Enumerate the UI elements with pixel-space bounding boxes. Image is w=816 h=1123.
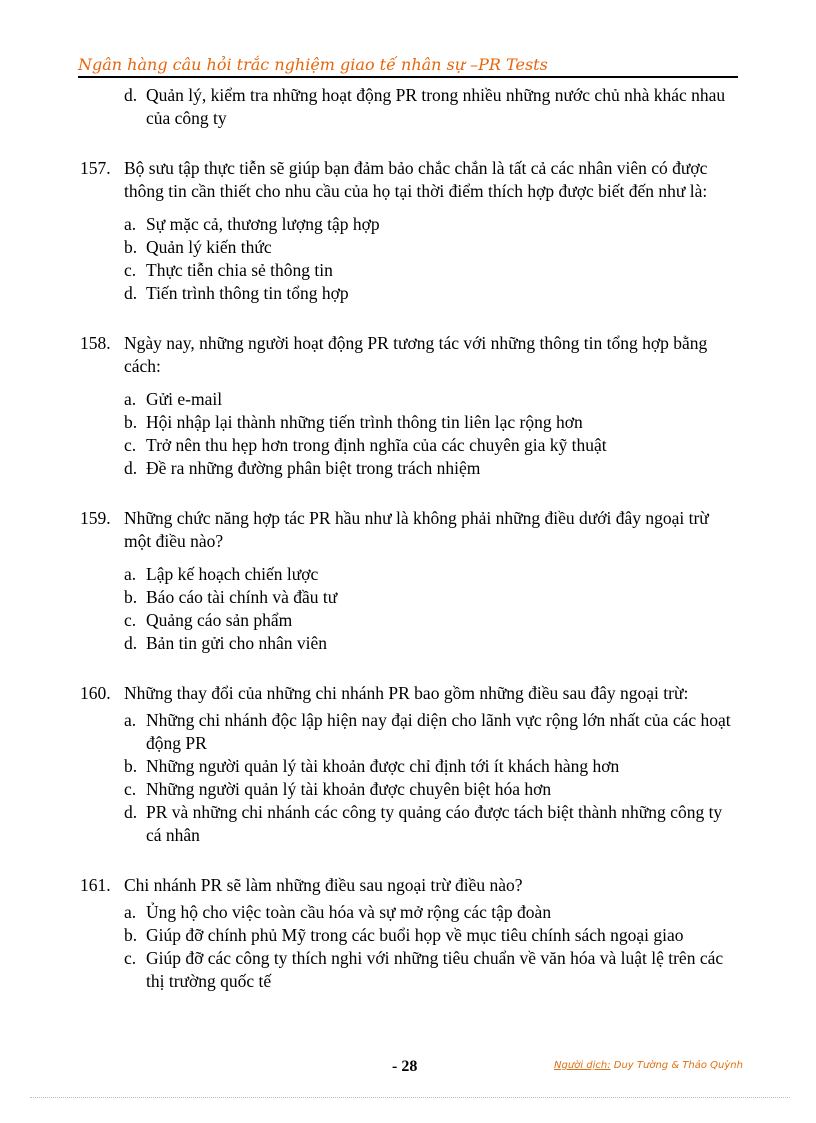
option-letter: b. — [124, 412, 138, 432]
option-text: Những người quản lý tài khoản được chuyên biệt hóa hơn — [146, 779, 552, 799]
option-item — [80, 709, 740, 755]
option-item — [80, 801, 740, 847]
options-157 — [80, 213, 740, 305]
header-rule — [78, 76, 738, 78]
question-text: Những chức năng hợp tác PR hầu như là không phải những điều dưới đây ngoại trừ một điều nào? — [124, 508, 709, 551]
option-letter: c. — [124, 610, 137, 630]
option-item — [80, 778, 740, 801]
option-letter: a. — [124, 389, 137, 409]
translator-credit — [554, 1060, 743, 1071]
option-item — [80, 901, 740, 924]
option-letter: d. — [124, 458, 138, 478]
options-159 — [80, 563, 740, 655]
question-number: 157. — [80, 158, 111, 178]
option-item — [80, 236, 740, 259]
option-text: Những chi nhánh độc lập hiện nay đại diện cho lãnh vực rộng lớn nhất của các hoạt động PR — [146, 710, 731, 753]
question-161 — [80, 874, 740, 897]
option-text: Tiến trình thông tin tổng hợp — [146, 283, 349, 303]
options-161 — [80, 901, 740, 993]
option-text: Quản lý, kiểm tra những hoạt động PR trong nhiều những nước chủ nhà khác nhau của công ty — [146, 85, 726, 128]
question-text: Ngày nay, những người hoạt động PR tương tác với những thông tin tổng hợp bằng cách: — [124, 333, 708, 376]
option-text: Thực tiễn chia sẻ thông tin — [146, 260, 333, 280]
page-bottom-rule — [30, 1097, 790, 1098]
option-text: Hội nhập lại thành những tiến trình thông tin liên lạc rộng hơn — [146, 412, 583, 432]
option-text: Ủng hộ cho việc toàn cầu hóa và sự mở rộng các tập đoàn — [146, 902, 552, 922]
option-item — [80, 457, 740, 480]
option-item — [80, 632, 740, 655]
option-text: Giúp đỡ các công ty thích nghi với những tiêu chuẩn về văn hóa và luật lệ trên các thị trường quốc tế — [146, 948, 724, 991]
question-text: Bộ sưu tập thực tiễn sẽ giúp bạn đảm bảo chắc chắn là tất cả các nhân viên có được thông tin cần thiết cho nhu cầu của họ tại thời điểm thích hợp được biết đến như là: — [124, 158, 708, 201]
option-letter: c. — [124, 779, 137, 799]
question-number: 159. — [80, 508, 111, 528]
page-number: - 28 — [392, 1058, 418, 1075]
option-item — [80, 84, 740, 130]
option-item — [80, 282, 740, 305]
option-text: PR và những chi nhánh các công ty quảng cáo được tách biệt thành những công ty cá nhân — [146, 802, 723, 845]
running-header: Ngân hàng câu hỏi trắc nghiệm giao tế nhân sự –PR Tests — [78, 55, 548, 74]
option-item — [80, 924, 740, 947]
question-158 — [80, 332, 740, 378]
option-item — [80, 411, 740, 434]
option-letter: a. — [124, 564, 137, 584]
option-item — [80, 213, 740, 236]
translator-names: Duy Tường & Thảo Quỳnh — [613, 1060, 743, 1071]
option-letter: b. — [124, 756, 138, 776]
option-item — [80, 609, 740, 632]
option-letter: b. — [124, 587, 138, 607]
option-letter: b. — [124, 237, 138, 257]
option-item — [80, 755, 740, 778]
option-item — [80, 563, 740, 586]
option-text: Trở nên thu hẹp hơn trong định nghĩa của các chuyên gia kỹ thuật — [146, 435, 607, 455]
question-157 — [80, 157, 740, 203]
document-body — [80, 84, 740, 993]
option-letter: a. — [124, 710, 137, 730]
question-number: 161. — [80, 875, 111, 895]
option-item — [80, 434, 740, 457]
option-text: Báo cáo tài chính và đầu tư — [146, 587, 338, 607]
option-letter: c. — [124, 435, 137, 455]
option-item — [80, 586, 740, 609]
option-text: Bản tin gửi cho nhân viên — [146, 633, 328, 653]
option-item — [80, 259, 740, 282]
option-letter: b. — [124, 925, 138, 945]
option-item — [80, 388, 740, 411]
option-text: Đề ra những đường phân biệt trong trách nhiệm — [146, 458, 481, 478]
option-letter: d. — [124, 85, 138, 105]
option-letter: d. — [124, 283, 138, 303]
question-number: 160. — [80, 683, 111, 703]
option-letter: d. — [124, 633, 138, 653]
options-160 — [80, 709, 740, 847]
option-letter: d. — [124, 802, 138, 822]
option-text: Gửi e-mail — [146, 389, 223, 409]
option-text: Lập kế hoạch chiến lược — [146, 564, 319, 584]
translator-label: Người dịch: — [554, 1060, 611, 1071]
option-text: Giúp đỡ chính phủ Mỹ trong các buổi họp về mục tiêu chính sách ngoại giao — [146, 925, 684, 945]
option-text: Quảng cáo sản phẩm — [146, 610, 293, 630]
option-text: Sự mặc cả, thương lượng tập hợp — [146, 214, 380, 234]
option-letter: c. — [124, 948, 137, 968]
option-letter: c. — [124, 260, 137, 280]
question-number: 158. — [80, 333, 111, 353]
question-159 — [80, 507, 740, 553]
question-text: Chi nhánh PR sẽ làm những điều sau ngoại trừ điều nào? — [124, 875, 523, 895]
option-text: Quản lý kiến thức — [146, 237, 272, 257]
option-text: Những người quản lý tài khoản được chỉ định tới ít khách hàng hơn — [146, 756, 620, 776]
option-item — [80, 947, 740, 993]
option-letter: a. — [124, 902, 137, 922]
page-footer — [0, 1056, 816, 1080]
question-text: Những thay đổi của những chi nhánh PR bao gồm những điều sau đây ngoại trừ: — [124, 683, 689, 703]
option-letter: a. — [124, 214, 137, 234]
question-160 — [80, 682, 740, 705]
options-158 — [80, 388, 740, 480]
